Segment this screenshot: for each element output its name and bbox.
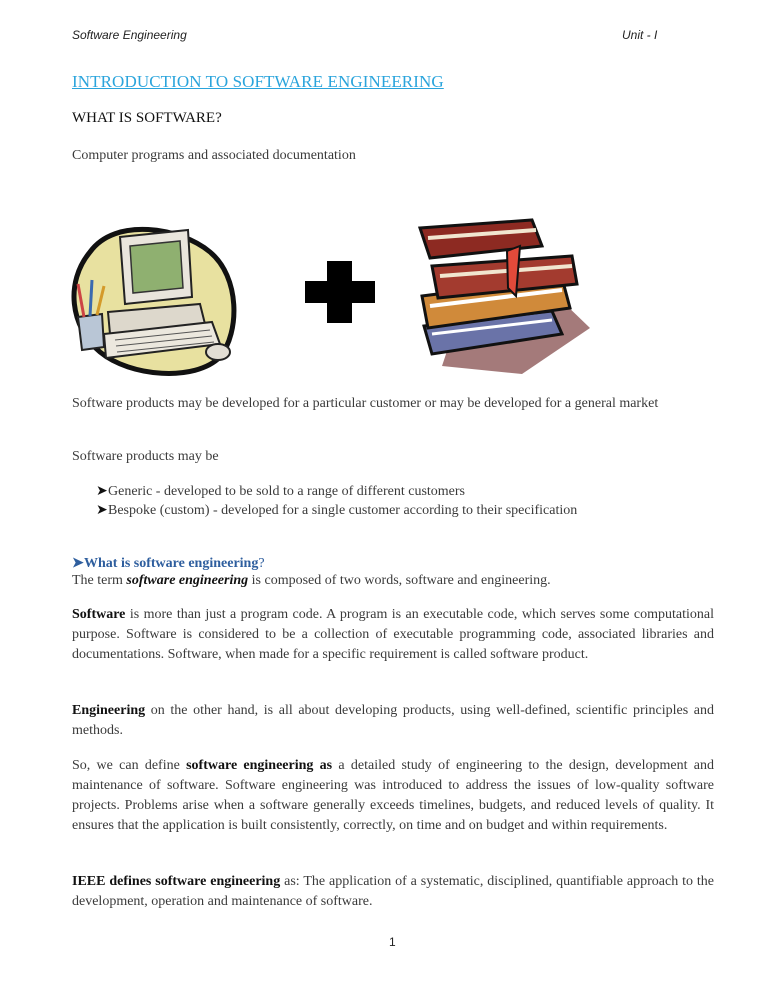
page-title: INTRODUCTION TO SOFTWARE ENGINEERING <box>72 72 444 91</box>
plus-icon <box>305 261 375 323</box>
term-sentence: The term software engineering is composed of two words, software and engineering. <box>72 573 551 588</box>
software-paragraph: Software is more than just a program code. A program is an executable code, which serves some computational purpose. Software is considered to be a collection of executable programming code, associated libraries and documentations. Software, when made for a specific requirement is called software product. <box>72 607 714 662</box>
arrow-bullet-icon: ➤ <box>96 503 108 518</box>
products-intro: Software products may be <box>72 449 219 464</box>
bullet-bespoke <box>96 502 577 519</box>
header-right: Unit - I <box>622 28 658 42</box>
arrow-bullet-icon: ➤ <box>72 556 84 571</box>
se-heading: ➤What is software engineering? <box>72 556 265 571</box>
what-is-software-heading: WHAT IS SOFTWARE? <box>72 110 222 126</box>
products-paragraph: Software products may be developed for a particular customer or may be developed for a general market <box>72 396 659 411</box>
ieee-paragraph: IEEE defines software engineering as: The application of a systematic, disciplined, quantifiable approach to the development, operation and maintenance of software. <box>72 874 714 909</box>
engineering-paragraph: Engineering on the other hand, is all about developing products, using well-defined, scientific principles and methods. <box>72 703 714 738</box>
definition-paragraph: So, we can define software engineering as a detailed study of engineering to the design, development and maintenance of software. Software engineering was introduced to address the issues of low-quality software projects. Problems arise when a software generally exceeds timelines, budgets, and reduced levels of quality. It ensures that the application is built consistently, correctly, on time and on budget and within requirements. <box>72 758 714 833</box>
bullet-text: Bespoke (custom) - developed for a single customer according to their specification <box>108 503 578 518</box>
books-clipart <box>412 216 597 376</box>
computer-clipart <box>70 222 240 377</box>
bullet-text: Generic - developed to be sold to a range of different customers <box>108 484 465 499</box>
bullet-generic <box>96 483 465 500</box>
header-left: Software Engineering <box>72 28 187 42</box>
arrow-bullet-icon: ➤ <box>96 484 108 499</box>
page-number: 1 <box>389 935 396 949</box>
software-definition: Computer programs and associated documentation <box>72 148 356 163</box>
